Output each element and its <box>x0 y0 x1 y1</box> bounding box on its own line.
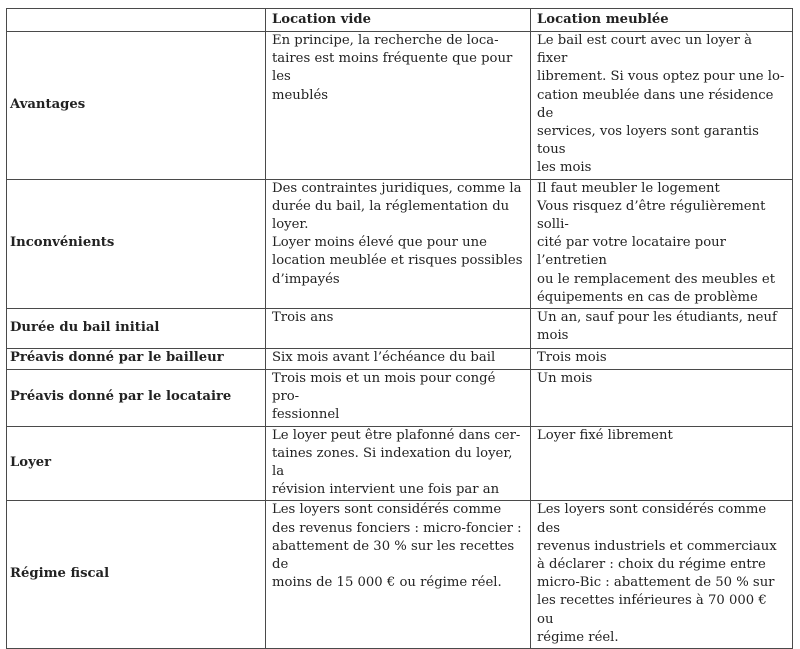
row-label-preavis-bailleur: Préavis donné par le bailleur <box>7 349 266 370</box>
table-row-inconvenients <box>7 179 793 308</box>
cell-meuble-loyer: Loyer fixé librement <box>531 426 793 501</box>
header-location-meublee: Location meublée <box>531 9 793 32</box>
table-row-loyer <box>7 426 793 501</box>
cell-vide-regime-fiscal: Les loyers sont considérés comme des revenus fonciers : micro-foncier : abattement de 30 % sur les recettes de moins de 15 000 € ou régime réel. <box>266 501 531 649</box>
cell-meuble-avantages: Le bail est court avec un loyer à fixer librement. Si vous optez pour une lo- cation meublée dans une résidence de services, vos loyers sont garantis tous les mois <box>531 32 793 180</box>
cell-vide-preavis-locataire: Trois mois et un mois pour congé pro- fessionnel <box>266 370 531 427</box>
header-cell-empty <box>7 9 266 32</box>
cell-vide-inconvenients: Des contraintes juridiques, comme la durée du bail, la réglementation du loyer. Loyer moins élevé que pour une location meublée et risques possibles d’impayés <box>266 179 531 308</box>
row-label-duree-bail: Durée du bail initial <box>7 309 266 349</box>
row-label-inconvenients: Inconvénients <box>7 179 266 308</box>
header-location-vide: Location vide <box>266 9 531 32</box>
cell-meuble-regime-fiscal: Les loyers sont considérés comme des revenus industriels et commerciaux à déclarer : choix du régime entre micro-Bic : abattement de 50 % sur les recettes inférieures à 70 000 € ou régime réel. <box>531 501 793 649</box>
table-row-preavis-locataire <box>7 370 793 427</box>
row-label-regime-fiscal: Régime fiscal <box>7 501 266 649</box>
cell-vide-avantages: En principe, la recherche de loca- taires est moins fréquente que pour les meublés <box>266 32 531 180</box>
cell-vide-duree-bail: Trois ans <box>266 309 531 349</box>
table-row-preavis-bailleur <box>7 349 793 370</box>
table-row-regime-fiscal <box>7 501 793 649</box>
row-label-avantages: Avantages <box>7 32 266 180</box>
cell-meuble-preavis-bailleur: Trois mois <box>531 349 793 370</box>
comparison-table <box>6 8 793 649</box>
table-row-avantages <box>7 32 793 180</box>
row-label-loyer: Loyer <box>7 426 266 501</box>
table-row-duree-bail <box>7 309 793 349</box>
cell-vide-preavis-bailleur: Six mois avant l’échéance du bail <box>266 349 531 370</box>
header-row <box>7 9 793 32</box>
cell-meuble-duree-bail: Un an, sauf pour les étudiants, neuf mois <box>531 309 793 349</box>
row-label-preavis-locataire: Préavis donné par le locataire <box>7 370 266 427</box>
cell-meuble-preavis-locataire: Un mois <box>531 370 793 427</box>
cell-vide-loyer: Le loyer peut être plafonné dans cer- taines zones. Si indexation du loyer, la révision intervient une fois par an <box>266 426 531 501</box>
cell-meuble-inconvenients: Il faut meubler le logement Vous risquez d’être régulièrement solli- cité par votre locataire pour l’entretien ou le remplacement des meubles et équipements en cas de problème <box>531 179 793 308</box>
